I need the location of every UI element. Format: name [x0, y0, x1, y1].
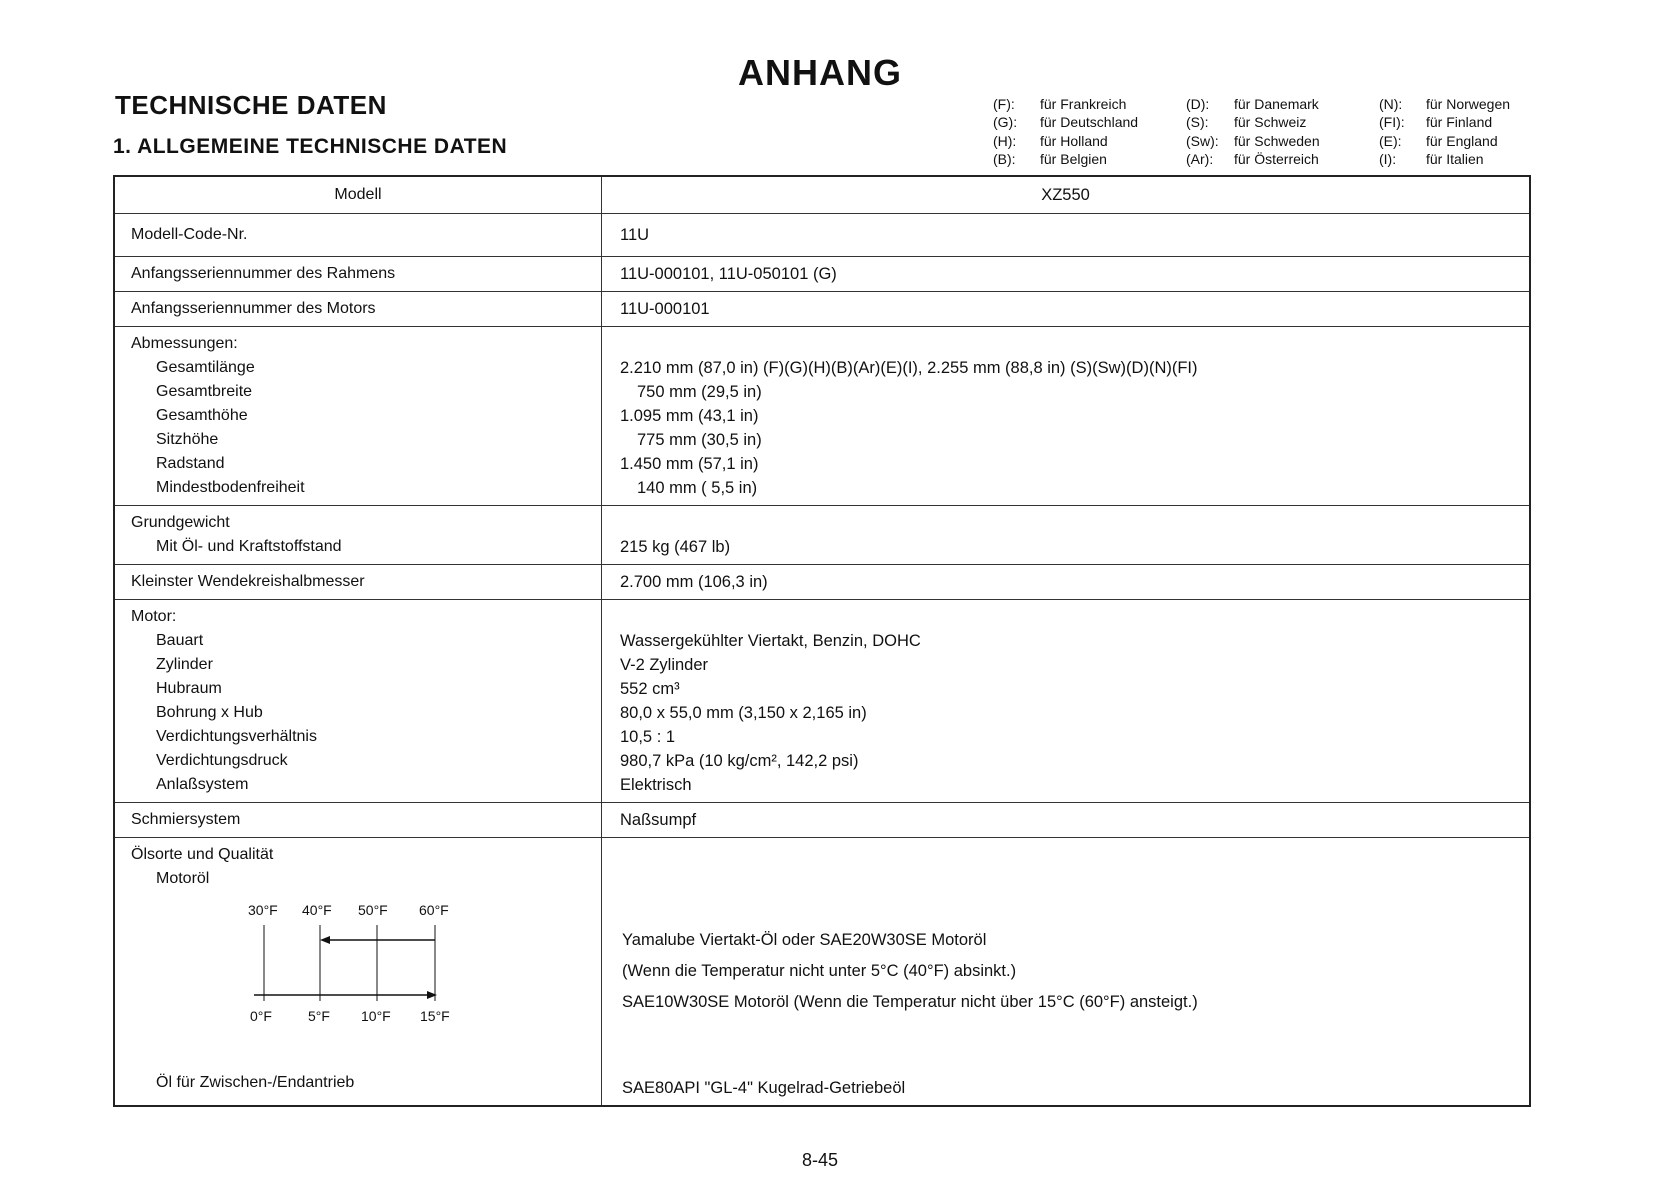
row-label: Anfangsseriennummer des Motors	[115, 292, 602, 326]
table-row	[115, 291, 1529, 326]
row-label: Anfangsseriennummer des Rahmens	[115, 257, 602, 291]
section-title: TECHNISCHE DATEN	[115, 90, 387, 120]
legend-entry: (F): für Frankreich	[993, 96, 1127, 112]
row-value: 2.210 mm (87,0 in) (F)(G)(H)(B)(Ar)(E)(I), 2.255 mm (88,8 in) (S)(Sw)(D)(N)(FI) 750 mm (29,5 in) 1.095 mm (43,1 in) 775 mm (30,5 in) 1.450 mm (57,1 in) 140 mm ( 5,5 in)	[620, 359, 1198, 497]
bottom-tick-label: 10°F	[361, 1008, 391, 1024]
table-row	[115, 564, 1529, 599]
table-row-weight	[115, 505, 1529, 564]
country-legend-column-1	[993, 95, 1138, 168]
table-row-oil	[115, 837, 1529, 1105]
row-value: 11U	[620, 226, 650, 244]
row-label: Grundgewicht Mit Öl- und Kraftstoffstand	[115, 506, 602, 564]
legend-entry: (I): für Italien	[1379, 150, 1484, 167]
table-row	[115, 256, 1529, 291]
legend-entry: (D): für Danemark	[1186, 96, 1319, 112]
row-value: Yamalube Viertakt-Öl oder SAE20W30SE Motoröl (Wenn die Temperatur nicht unter 5°C (40°F) absinkt.) SAE10W30SE Motoröl (Wenn die Temperatur nicht über 15°C (60°F) ansteigt.) SAE80API "GL-4" Kugelrad-Getriebeöl	[622, 931, 1198, 1097]
table-row-engine	[115, 599, 1529, 802]
legend-entry: (Ar): für Österreich	[1186, 150, 1319, 167]
row-value: 2.700 mm (106,3 in)	[620, 573, 768, 591]
table-header-row	[115, 177, 1529, 213]
row-label: Ölsorte und Qualität Motoröl 30°F 40°F 50°F 60°F 0°F 5°F 10°F 15°F Öl für Zwischen-/Endantrieb	[115, 838, 602, 1105]
row-value: Wassergekühlter Viertakt, Benzin, DOHC V-2 Zylinder 552 cm³ 80,0 x 55,0 mm (3,150 x 2,165 in) 10,5 : 1 980,7 kPa (10 kg/cm², 142,2 psi) Elektrisch	[620, 632, 921, 794]
row-label: Modell-Code-Nr.	[115, 214, 602, 256]
page-number: 8-45	[801, 1150, 839, 1170]
row-value: Naßsumpf	[620, 811, 697, 829]
bottom-tick-label: 15°F	[420, 1008, 450, 1024]
row-value: 11U-000101, 11U-050101 (G)	[620, 265, 837, 283]
legend-entry: (E): für England	[1379, 132, 1498, 149]
top-tick-label: 40°F	[302, 902, 332, 918]
header-label: Modell	[115, 177, 602, 213]
oil-temperature-chart	[131, 891, 601, 1071]
legend-entry: (G): für Deutschland	[993, 114, 1139, 131]
header-value: XZ550	[1041, 186, 1090, 204]
subsection-title: 1. ALLGEMEINE TECHNISCHE DATEN	[113, 135, 508, 158]
row-label: Schmiersystem	[115, 803, 602, 837]
table-row-dimensions	[115, 326, 1529, 505]
row-label: Kleinster Wendekreishalbmesser	[115, 565, 602, 599]
legend-entry: (FI): für Finland	[1379, 114, 1493, 131]
legend-entry: (S): für Schweiz	[1186, 114, 1307, 131]
legend-entry: (H): für Holland	[993, 132, 1108, 149]
page-heading: ANHANG	[738, 52, 902, 93]
bottom-tick-label: 5°F	[308, 1008, 330, 1024]
top-tick-label: 60°F	[419, 902, 449, 918]
row-value: 11U-000101	[620, 300, 710, 318]
specifications-table	[113, 175, 1531, 1107]
table-row	[115, 802, 1529, 837]
country-legend-column-3	[1379, 95, 1510, 168]
table-row	[115, 213, 1529, 256]
top-tick-label: 30°F	[248, 902, 278, 918]
legend-entry: (N): für Norwegen	[1379, 96, 1511, 112]
arrow-left-icon	[320, 936, 330, 944]
legend-entry: (Sw): für Schweden	[1186, 132, 1320, 149]
bottom-tick-label: 0°F	[250, 1008, 272, 1024]
country-legend-column-2	[1186, 95, 1320, 168]
row-label: Motor: Bauart Zylinder Hubraum Bohrung x Hub Verdichtungsverhältnis Verdichtungsdruck Anlaßsystem	[115, 600, 602, 802]
legend-entry: (B): für Belgien	[993, 150, 1107, 167]
top-tick-label: 50°F	[358, 902, 388, 918]
oil-temperature-diagram	[246, 899, 476, 1039]
row-value: 215 kg (467 lb)	[620, 538, 731, 556]
row-label: Abmessungen: Gesamtilänge Gesamtbreite Gesamthöhe Sitzhöhe Radstand Mindestbodenfreiheit	[115, 327, 602, 505]
